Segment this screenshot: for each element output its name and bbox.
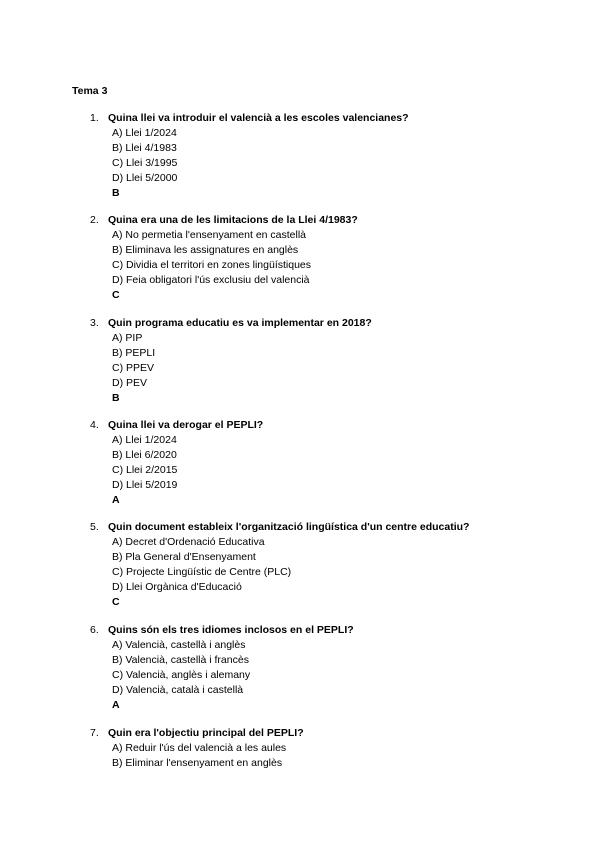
question-number: 3. [90,317,99,329]
question-text: Quina llei va derogar el PEPLI? [108,419,264,431]
option-b: B) Llei 4/1983 [112,142,177,154]
option-c: C) PPEV [112,362,155,374]
option-c: C) Llei 3/1995 [112,157,178,169]
option-a: A) Decret d'Ordenació Educativa [112,536,265,548]
question-3 [90,316,590,406]
option-d: D) Valencià, català i castellà [112,684,244,696]
option-a: A) Reduir l'ús del valencià a les aules [112,742,287,754]
option-b: B) PEPLI [112,347,156,359]
option-d: D) Llei 5/2019 [112,479,178,491]
question-number: 6. [90,624,99,636]
question-4 [90,418,590,508]
option-a: A) Llei 1/2024 [112,127,177,139]
page-title: Tema 3 [72,85,108,97]
answer: B [112,392,120,404]
option-b: B) Llei 6/2020 [112,449,177,461]
question-text: Quin programa educatiu es va implementar en 2018? [108,317,372,329]
answer: C [112,289,120,301]
option-c: C) Llei 2/2015 [112,464,178,476]
answer: A [112,494,120,506]
question-7 [90,726,590,771]
answer: C [112,596,120,608]
option-a: A) PIP [112,332,143,344]
option-d: D) PEV [112,377,148,389]
question-number: 7. [90,727,99,739]
question-2 [90,213,590,303]
option-b: B) Eliminar l'ensenyament en anglès [112,757,283,769]
option-a: A) No permetia l'ensenyament en castellà [112,229,307,241]
option-b: B) Eliminava les assignatures en anglès [112,244,299,256]
option-d: D) Llei Orgànica d'Educació [112,581,242,593]
option-c: C) Valencià, anglès i alemany [112,669,251,681]
question-text: Quins són els tres idiomes inclosos en el PEPLI? [108,624,354,636]
question-text: Quin document estableix l'organització lingüística d'un centre educatiu? [108,521,470,533]
option-c: C) Projecte Lingüístic de Centre (PLC) [112,566,292,578]
question-text: Quina llei va introduir el valencià a les escoles valencianes? [108,112,409,124]
option-d: D) Llei 5/2000 [112,172,178,184]
question-text: Quina era una de les limitacions de la Llei 4/1983? [108,214,358,226]
question-number: 1. [90,112,99,124]
option-b: B) Valencià, castellà i francès [112,654,249,666]
option-b: B) Pla General d'Ensenyament [112,551,256,563]
option-a: A) Valencià, castellà i anglès [112,639,246,651]
question-number: 5. [90,521,99,533]
question-1 [90,111,590,201]
option-a: A) Llei 1/2024 [112,434,177,446]
question-5 [90,520,590,610]
option-c: C) Dividia el territori en zones lingüístiques [112,259,312,271]
answer: B [112,187,120,199]
question-6 [90,623,590,713]
question-number: 4. [90,419,99,431]
question-text: Quin era l'objectiu principal del PEPLI? [108,727,304,739]
option-d: D) Feia obligatori l'ús exclusiu del valencià [112,274,310,286]
answer: A [112,699,120,711]
question-number: 2. [90,214,99,226]
